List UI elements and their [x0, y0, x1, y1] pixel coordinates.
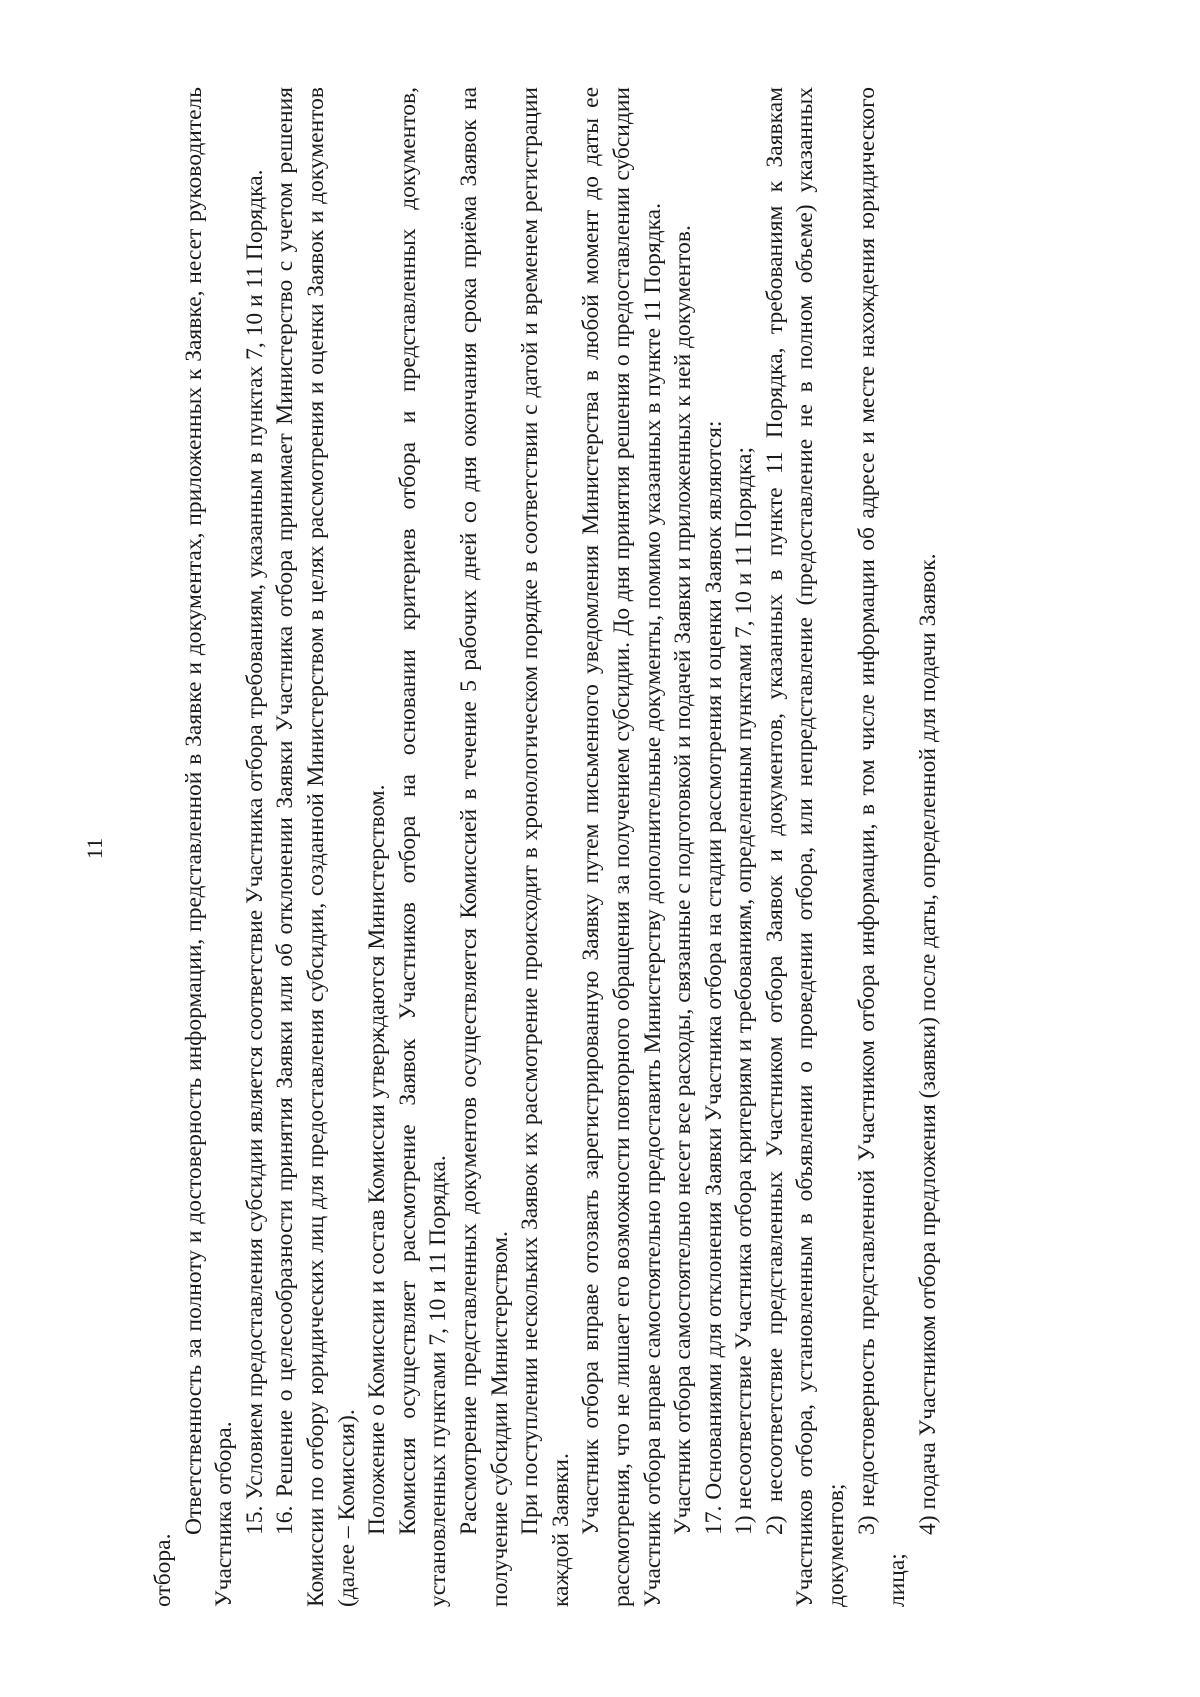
page-number: 11: [82, 837, 107, 860]
paragraph: Комиссия осуществляет рассмотрение Заявок Участников отбора на основании критериев отбора и представленных документов, установленных пунктами 7, 10 и 11 Порядка.: [394, 87, 452, 1607]
paragraph: отбора.: [150, 1533, 176, 1607]
paragraph: Положение о Комиссии и состав Комиссии утверждаются Министерством.: [364, 784, 391, 1535]
paragraph: Ответственность за полноту и достоверность информации, представленной в Заявке и документах, приложенных к Заявке, несет руководитель Участника отбора.: [180, 87, 238, 1607]
paragraph: 4) подача Участником отбора предложения (заявки) после даты, определенной для подачи Заявок.: [914, 553, 941, 1535]
paragraph: 2) несоответствие представленных Участником отбора Заявок и документов, указанных в пункте 11 Порядка, требованиям к Заявкам Участников отбора, установленным в объявлении о проведении отбора, или непредставление (предоставление не в полном объеме) указанных документов;: [761, 87, 850, 1607]
paragraph: 3) недостоверность представленной Участником отбора информации, в том числе информации об адресе и месте нахождения юридического лица;: [853, 87, 911, 1607]
paragraph: Рассмотрение представленных документов осуществляется Комиссией в течение 5 рабочих дней со дня окончания срока приёма Заявок на получение субсидии Министерством.: [455, 87, 513, 1607]
paragraph: 1) несоответствие Участника отбора критериям и требованиям, определенным пунктами 7, 10 и 11 Порядка;: [731, 447, 758, 1535]
document-body: [148, 87, 943, 1607]
paragraph: 15. Условием предоставления субсидии является соответствие Участника отбора требованиям, указанным в пунктах 7, 10 и 11 Порядка.: [241, 169, 268, 1535]
paragraph: Участник отбора самостоятельно несет все расходы, связанные с подготовкой и подачей Заявки и приложенных к ней документов.: [670, 225, 697, 1535]
paragraph: 16. Решение о целесообразности принятия Заявки или об отклонении Заявки Участника отбора принимает Министерство с учетом решения Комиссии по отбору юридических лиц для предоставления субсидии, созданной Министерством в целях рассмотрения и оценки Заявок и документов (далее – Комиссия).: [272, 87, 360, 1607]
paragraph: Участник отбора вправе отозвать зарегистрированную Заявку путем письменного уведомления Министерства в любой момент до даты ее рассмотрения, что не лишает его возможности повторного обращения за получением субсидии. До дня принятия решения о предоставлении субсидии Участник отбора вправе самостоятельно предоставить Министерству дополнительные документы, помимо указанных в пункте 11 Порядка.: [578, 87, 666, 1607]
paragraph: При поступлении нескольких Заявок их рассмотрение происходит в хронологическом порядке в соответствии с датой и временем регистрации каждой Заявки.: [517, 87, 574, 1607]
paragraph: 17. Основаниями для отклонения Заявки Участника отбора на стадии рассмотрения и оценки Заявок являются:: [700, 420, 727, 1535]
